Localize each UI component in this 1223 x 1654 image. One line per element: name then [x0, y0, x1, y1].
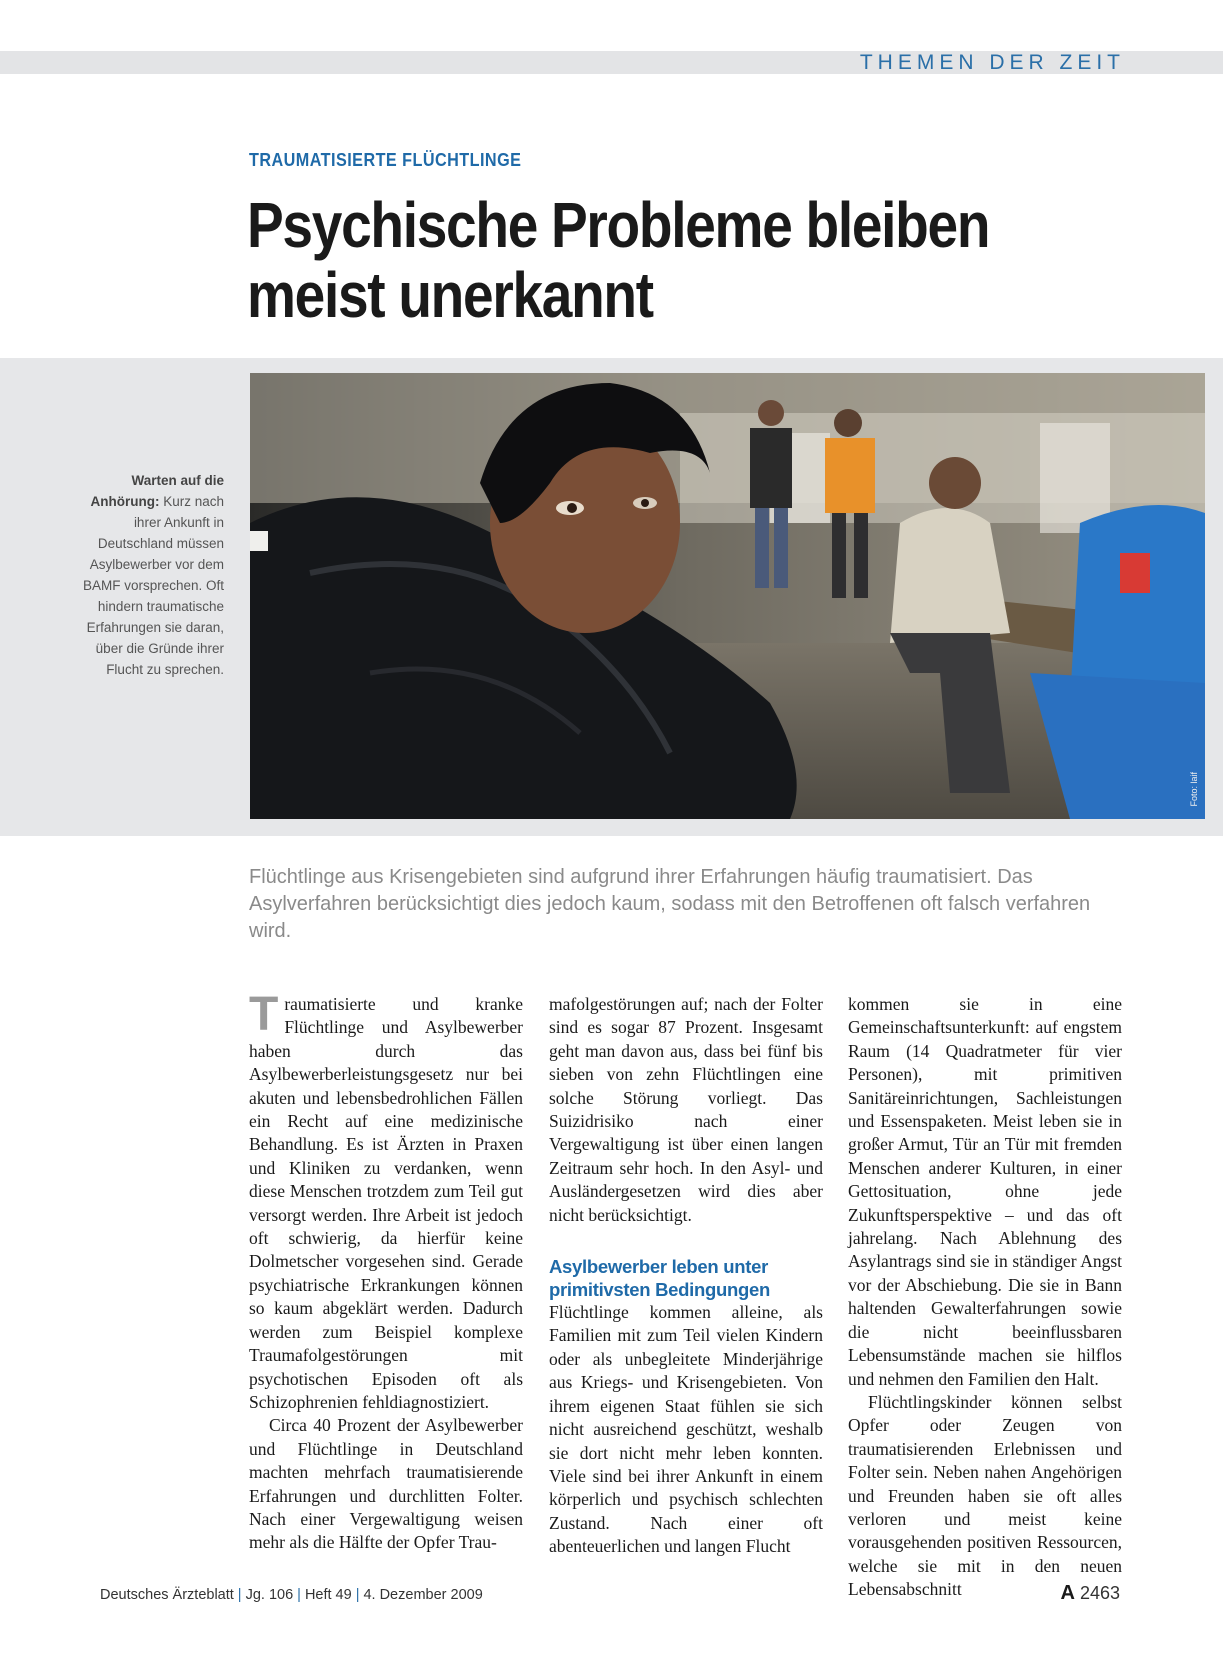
article-lead: Flüchtlinge aus Krisengebieten sind aufgrund ihrer Erfahrungen häufig traumatisiert. Das Asylverfahren berücksichtigt dies jedoch kaum, sodass mit den Betroffenen oft falsch verfahren wird.	[249, 866, 1091, 942]
drop-cap: T	[249, 988, 279, 1041]
article-photo	[250, 373, 1205, 819]
paragraph: kommen sie in eine Gemeinschaftsunterkunft: auf engstem Raum (14 Quadratmeter für vier Personen), mit primitiven Sanitäreinrichtungen, Sachleistungen und Essenspaketen. Meist leben sie in großer Armut, Tür an Tür mit fremden Menschen anderer Kulturen, in einer Gettosituation, ohne jede Zukunftsperspektive – und das oft jahrelang. Nach Ablehnung des Asylantrags sind sie in ständiger Angst vor der Abschiebung. Die sie in Bann haltenden Gewalterfahrungen sowie die nicht beeinflussbaren Lebensumstände machen sie hilflos und nehmen den Familien den Halt.	[848, 994, 1122, 1389]
footer-citation	[100, 1587, 483, 1603]
photo-caption	[80, 470, 224, 680]
body-column-2	[549, 993, 823, 1559]
article-kicker: TRAUMATISIERTE FLÜCHTLINGE	[249, 150, 522, 170]
page-prefix: A	[1060, 1582, 1075, 1604]
title-line-2: meist unerkannt	[247, 259, 653, 331]
paragraph: Flüchtlinge kommen alleine, als Familien mit zum Teil vielen Kindern oder als unbegleitete Minderjährige aus Kriegs- und Krisengebieten. Von ihrem eigenen Staat fühlen sie sich nicht ausreichend geschützt, weshalb sie dort nicht mehr leben konnten. Viele sind bei ihrer Ankunft in einem körperlich und psychisch schlechten Zustand. Nach einer oft abenteuerlichen und langen Flucht	[549, 1302, 823, 1557]
subheading: Asylbewerber leben unter primitivsten Bedingungen	[549, 1256, 770, 1301]
caption-text: Kurz nach ihrer Ankunft in Deutschland müssen Asylbewerber vor dem BAMF vorsprechen. Oft hindern traumatische Erfahrungen sie daran, über die Gründe ihrer Flucht zu sprechen.	[82, 494, 224, 677]
date: 4. Dezember 2009	[363, 1587, 483, 1603]
paragraph: Flüchtlingskinder können selbst Opfer oder Zeugen von traumatisierenden Erlebnissen und Folter sein. Neben nahen Angehörigen und Freunden haben sie oft alles verloren und meist keine vorausgehenden positiven Ressourcen, welche sie mit in den neuen Lebensabschnitt	[848, 1391, 1122, 1600]
page-number	[1060, 1582, 1120, 1605]
photo-illustration	[250, 373, 1205, 819]
issue: Heft 49	[304, 1587, 352, 1603]
body-column-3	[848, 993, 1122, 1602]
caption-bold: Warten auf die Anhörung:	[90, 473, 224, 509]
page-number-value: 2463	[1079, 1583, 1120, 1603]
journal-name: Deutsches Ärzteblatt	[100, 1587, 234, 1603]
body-column-1	[249, 988, 523, 1555]
separator: |	[237, 1587, 242, 1603]
title-line-1: Psychische Probleme bleiben	[247, 189, 990, 261]
paragraph	[249, 988, 523, 1414]
separator: |	[355, 1587, 360, 1603]
paragraph-text: raumatisierte und kranke Flüchtlinge und Asylbewerber haben durch das Asylbewerberleistungsgesetz nur bei akuten und lebensbedrohlichen Fällen ein Recht auf eine medizinische Behandlung. Es ist Ärzten in Praxen und Kliniken zu verdanken, wenn diese Menschen trotzdem zum Teil gut versorgt werden. Ihre Arbeit ist jedoch oft schwierig, da hierfür keine Dolmetscher vorgesehen sind. Gerade psychiatrische Erkrankungen können so kaum abgeklärt werden. Dadurch werden zum Beispiel komplexe Traumafolgestörungen mit psychotischen Episoden oft als Schizophrenien fehldiagnostiziert.	[249, 994, 523, 1412]
section-label: THEMEN DER ZEIT	[859, 51, 1125, 74]
volume: Jg. 106	[245, 1587, 294, 1603]
photo-credit: Foto: laif	[1189, 772, 1199, 807]
separator: |	[297, 1587, 301, 1603]
paragraph: Circa 40 Prozent der Asylbewerber und Flüchtlinge in Deutschland machten mehrfach traumatisierende Erfahrungen und durchlitten Folter. Nach einer Vergewaltigung weisen mehr als die Hälfte der Opfer Trau-	[249, 1415, 523, 1553]
paragraph: mafolgestörungen auf; nach der Folter sind es sogar 87 Prozent. Insgesamt geht man davon aus, dass bei fünf bis sieben von zehn Flüchtlingen eine solche Störung vorliegt. Das Suizidrisiko nach einer Vergewaltigung ist über einen langen Zeitraum sehr hoch. In den Asyl- und Ausländergesetzen wird dies aber nicht berücksichtigt.	[549, 994, 823, 1225]
article-title	[247, 190, 1021, 330]
